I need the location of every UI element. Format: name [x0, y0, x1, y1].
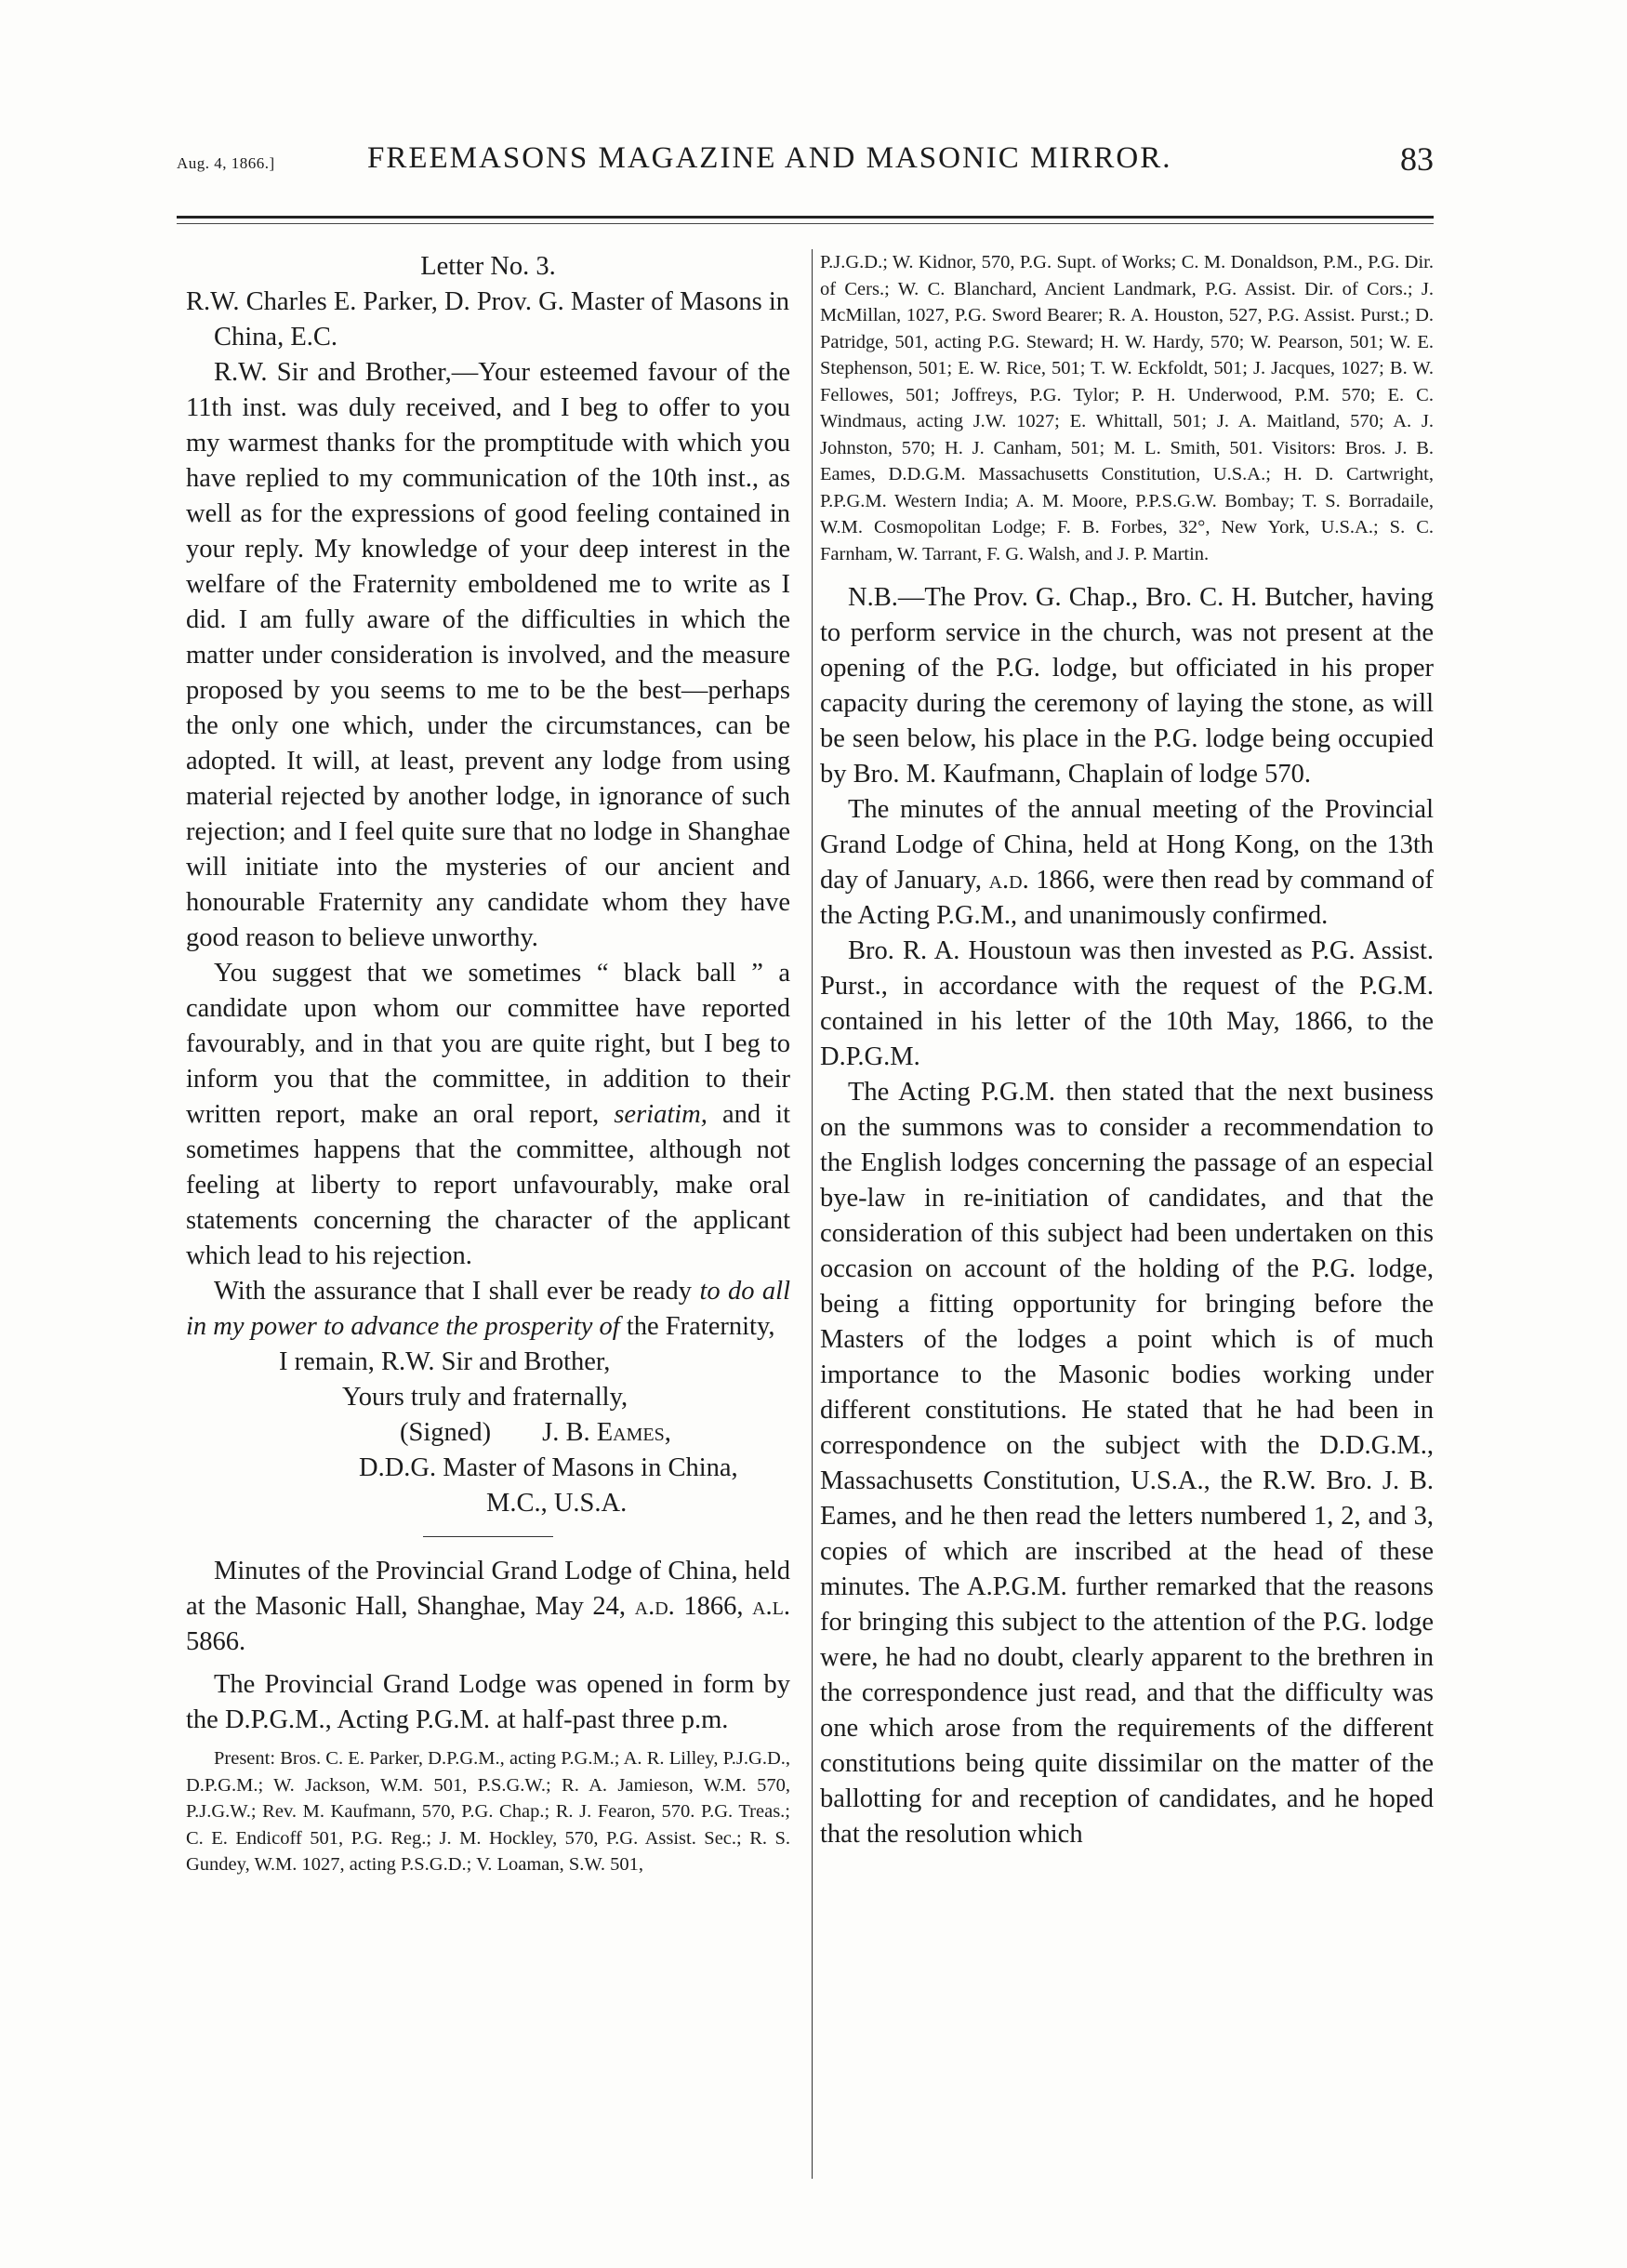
left-column	[186, 249, 790, 1878]
letter-paragraph: R.W. Sir and Brother,—Your esteemed favour of the 11th inst. was duly received, and I beg to offer to you my warmest thanks for the promptitude with which you have replied to my communication of the 10th inst., as well as for the expressions of good feeling contained in your reply. My knowledge of your deep interest in the welfare of the Fraternity emboldened me to write as I did. I am fully aware of the difficulties in which the matter under consideration is involved, and the measure proposed by you seems to me to be the best—perhaps the only one which, under the circumstances, can be adopted. It will, at least, prevent any lodge from using material rejected by another lodge, in ignorance of such rejection; and I feel quite sure that no lodge in Shanghae will initiate into the mysteries of our ancient and honourable Fraternity any candidate whom they have good reason to believe unworthy.	[186, 358, 790, 952]
spacer	[186, 1738, 790, 1745]
year: 5866.	[186, 1627, 246, 1656]
header-rule-thick	[177, 216, 1434, 219]
spacer	[820, 567, 1434, 580]
right-column	[820, 249, 1434, 1852]
letter-paragraph	[186, 956, 790, 1274]
signer-title: D.D.G. Master of Masons in China,	[359, 1453, 738, 1482]
signer-title: M.C., U.S.A.	[486, 1489, 628, 1518]
attendance-list-continued: P.J.G.D.; W. Kidnor, 570, P.G. Supt. of Works; C. M. Donaldson, P.M., P.G. Dir. of Cers.; W. C. Blanchard, Ancient Landmark, P.G. Assist. Dir. of Cors.; J. McMillan, 1027, P.G. Sword Bearer; R. A. Houston, 527, P.G. Assist. Purst.; D. Patridge, 501, acting P.G. Steward; H. W. Hardy, 570; W. Pearson, 501; W. E. Stephenson, 501; E. W. Rice, 501; T. W. Eckfoldt, 501; J. Jacques, 1027; B. W. Fellowes, 501; Joffreys, P.G. Tylor; P. H. Underwood, P.M. 570; E. C. Windmaus, acting J.W. 1027; E. Whittall, 501; J. A. Maitland, 570; A. J. Johnston, 570; H. J. Canham, 501; M. L. Smith, 501. Visitors: Bros. J. B. Eames, D.D.G.M. Massachusetts Constitution, U.S.A.; H. D. Cartwright, P.P.G.M. Western India; A. M. Moore, P.P.S.G.W. Bombay; T. S. Borradaile, W.M. Cosmopolitan Lodge; F. B. Forbes, 32°, New York, U.S.A.; S. C. Farnham, W. Tarrant, F. G. Walsh, and J. P. Martin.	[820, 252, 1434, 564]
minutes-paragraph: Bro. R. A. Houstoun was then invested as P.G. Assist. Purst., in accordance with the request of the P.G.M. contained in his letter of the 10th May, 1866, to the D.P.G.M.	[820, 936, 1434, 1071]
italic-text: to do all in my power to advance the prosperity of	[186, 1277, 791, 1341]
column-divider	[812, 249, 813, 2179]
page-number: 83	[1400, 140, 1434, 178]
signed-label: (Signed)	[400, 1418, 492, 1447]
era-abbrev: a.d.	[988, 866, 1029, 895]
text-run: the Fraternity,	[626, 1312, 775, 1341]
issue-date: Aug. 4, 1866.]	[177, 154, 275, 172]
attendance-list: Present: Bros. C. E. Parker, D.P.G.M., acting P.G.M.; A. R. Lilley, P.J.G.D., D.P.G.M.; W. Jackson, W.M. 501, P.S.G.W.; R. A. Jamieson, W.M. 570, P.J.G.W.; Rev. M. Kaufmann, 570, P.G. Chap.; R. J. Fearon, 570. P.G. Treas.; C. E. Endicoff 501, P.G. Reg.; J. M. Hockley, 570, P.G. Assist. Sec.; R. S. Gundey, W.M. 1027, acting P.S.G.D.; V. Loaman, S.W. 501,	[186, 1748, 790, 1875]
page-header	[177, 138, 1434, 184]
header-rule-thin	[177, 223, 1434, 224]
spacer	[186, 1660, 790, 1667]
section-rule	[423, 1536, 553, 1537]
closing-line: I remain, R.W. Sir and Brother,	[279, 1347, 611, 1376]
minutes-paragraph: The Provincial Grand Lodge was opened in form by the D.P.G.M., Acting P.G.M. at half-past three p.m.	[186, 1670, 790, 1734]
letter-addressee: R.W. Charles E. Parker, D. Prov. G. Master of Masons in China, E.C.	[186, 287, 790, 351]
italic-text: seriatim,	[614, 1100, 708, 1129]
year: 1866,	[683, 1592, 744, 1621]
closing-line: Yours truly and fraternally,	[342, 1383, 628, 1412]
text-run: You suggest that we sometimes “ black ball ” a candidate upon whom our committee have reported favourably, and in that you are quite right, but I beg to inform you that the committee, in addition to their written report, make an oral report,	[186, 959, 790, 1129]
signature-line	[186, 1415, 790, 1451]
era-abbrev: a.l.	[752, 1592, 791, 1621]
letter-heading: Letter No. 3.	[420, 252, 556, 281]
signer-name: J. B. Eames,	[542, 1418, 671, 1447]
minutes-paragraph: The Acting P.G.M. then stated that the next business on the summons was to consider a recommendation to the English lodges concerning the passage of an especial bye-law in re-initiation of candidates, and that the consideration of this subject had been undertaken on this occasion on account of the holding of the P.G. lodge, being a fitting opportunity for bringing before the Masters of the lodges a point which is of much importance to the Masonic bodies working under different constitutions. He stated that he had been in correspondence on the subject with the D.D.G.M., Massachusetts Constitution, U.S.A., the R.W. Bro. J. B. Eames, and he then read the letters numbered 1, 2, and 3, copies of which are inscribed at the head of these minutes. The A.P.G.M. further remarked that the reasons for bringing this subject to the attention of the P.G. lodge were, he had no doubt, clearly apparent to the brethren in the correspondence just read, and that the difficulty was one which arose from the requirements of the different constitutions being quite dissimilar on the matter of the ballotting for and reception of candidates, and he hoped that the resolution which	[820, 1078, 1434, 1849]
era-abbrev: a.d.	[634, 1592, 675, 1621]
text-run: 1866, were then read by command of the Acting P.G.M., and unanimously confirmed.	[820, 866, 1435, 930]
text-run: and it sometimes happens that the committee, although not feeling at liberty to report unfavourably, make oral statements concerning the character of the applicant which lead to his rejection.	[186, 1100, 790, 1270]
letter-paragraph	[186, 1274, 790, 1345]
text-run: The minutes of the annual meeting of the Provincial Grand Lodge of China, held at Hong Kong, on the 13th day of January,	[820, 795, 1434, 895]
text-run: With the assurance that I shall ever be ready	[214, 1277, 693, 1306]
minutes-paragraph: N.B.—The Prov. G. Chap., Bro. C. H. Butcher, having to perform service in the church, was not present at the opening of the P.G. lodge, but officiated in his proper capacity during the ceremony of laying the stone, as will be seen below, his place in the P.G. lodge being occupied by Bro. M. Kaufmann, Chaplain of lodge 570.	[820, 583, 1434, 789]
minutes-paragraph	[820, 792, 1434, 934]
text-run: Minutes of the Provincial Grand Lodge of China, held at the Masonic Hall, Shanghae, May 24,	[186, 1557, 790, 1621]
magazine-title: FREEMASONS MAGAZINE AND MASONIC MIRROR.	[367, 141, 1172, 175]
minutes-heading	[186, 1554, 790, 1660]
